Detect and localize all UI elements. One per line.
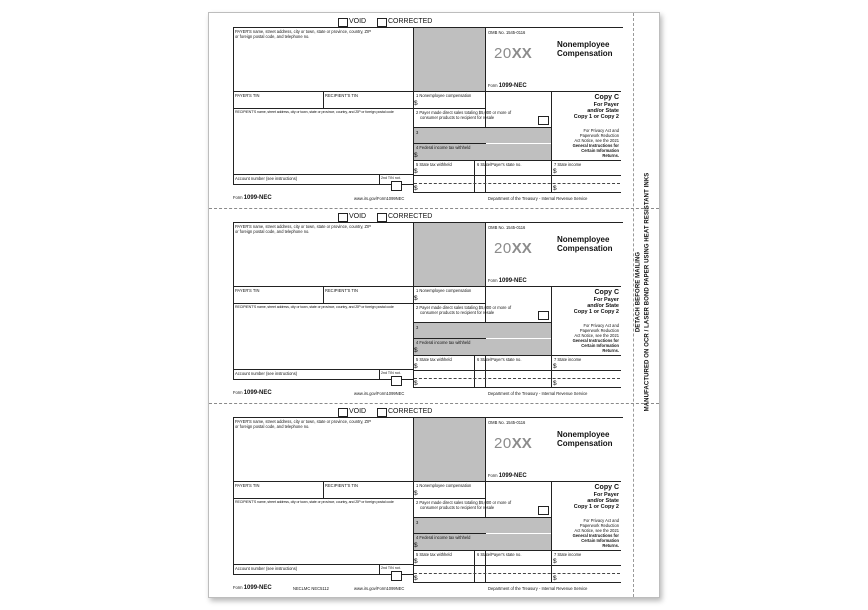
payer-info-label-2: or foreign postal code, and telephone no. [235,424,310,429]
irs-url: www.irs.gov/Form1099NEC [354,391,405,396]
corrected-label: CORRECTED [388,408,433,415]
payer-info-label-2: or foreign postal code, and telephone no. [235,229,310,234]
form-1099-nec-copy [209,403,633,597]
form-1099-nec-copy [209,208,633,402]
rule-line [323,91,324,108]
box4-label: 4 Federal income tax withheld [416,340,471,345]
privacy-note-3: Act Notice, see the 2021 [574,333,619,338]
rule-line [233,91,485,92]
omb-number: OMB No. 1545-0116 [488,30,526,35]
rule-line [233,379,413,380]
rule-line [474,355,475,387]
rule-line [474,550,475,582]
account-number-label: Account number (see instructions) [235,176,298,181]
rule-line [413,565,621,566]
box3-label: 3 [416,130,419,135]
rule-line [233,564,413,565]
payer-info-label: PAYER'S name, street address, city or town, state or province, country, ZIP [235,29,371,34]
box1-field[interactable] [420,488,483,497]
box5-dollar-2: $ [414,380,418,387]
box7-label: 7 State income [554,552,582,557]
box3-label: 3 [416,520,419,525]
form-title-line1: Nonemployee [557,430,610,439]
rule-line [413,192,621,193]
irs-url: www.irs.gov/Form1099NEC [354,196,405,201]
payer-info-label: PAYER'S name, street address, city or town, state or province, country, ZIP [235,224,371,229]
box1-field[interactable] [420,98,483,107]
rule-line [413,550,621,551]
second-tin-label: 2nd TIN not. [381,371,401,375]
box7-dollar-1: $ [553,363,557,370]
box1-field[interactable] [420,293,483,302]
box4-dollar: $ [414,152,418,159]
second-tin-checkbox[interactable] [391,181,402,191]
omb-number: OMB No. 1545-0116 [488,225,526,230]
department-label: Department of the Treasury - Internal Revenue Service [488,391,588,396]
paper-note: MANUFACTURED ON OCR / LASER BOND PAPER USING HEAT RESISTANT INKS [644,172,650,412]
rule-line [413,387,621,388]
box1-dollar: $ [414,295,418,302]
rule-line [485,91,621,92]
void-checkbox[interactable] [338,18,348,27]
box6-label: 6 State/Payer's state no. [477,162,522,167]
payer-tin-label: PAYER'S TIN [235,483,260,488]
privacy-note-1: For Privacy Act and [583,128,619,133]
privacy-note-6: Returns. [602,153,619,158]
and-or-state-label: and/or State [587,303,619,309]
rule-line [413,175,621,176]
box3-label: 3 [416,325,419,330]
privacy-note-5: Certain Information [581,538,619,543]
void-checkbox[interactable] [338,213,348,222]
rule-line [233,481,485,482]
payer-info-field[interactable] [234,429,412,480]
side-instructions [630,12,656,572]
rule-line [379,369,380,379]
irs-url: www.irs.gov/Form1099NEC [354,586,405,591]
privacy-note-3: Act Notice, see the 2021 [574,528,619,533]
box1-label: 1 Nonemployee compensation [416,483,472,488]
shaded-area [414,518,551,533]
box5-label: 5 State tax withheld [416,552,452,557]
second-tin-checkbox[interactable] [391,571,402,581]
second-tin-label: 2nd TIN not. [381,176,401,180]
copy-c-label: Copy C [594,94,619,101]
void-label: VOID [349,18,367,25]
payer-info-field[interactable] [234,234,412,285]
rule-line [414,378,620,379]
box7-dollar-1: $ [553,558,557,565]
department-label: Department of the Treasury - Internal Revenue Service [488,196,588,201]
box4-label: 4 Federal income tax withheld [416,145,471,150]
tax-year: 20XX [494,240,532,257]
form-number-bottom: Form 1099-NEC [233,585,272,591]
rule-line [485,286,621,287]
recipient-info-field[interactable] [234,116,412,173]
for-payer-label: For Payer [593,102,619,108]
form-number-bottom: Form 1099-NEC [233,390,272,396]
box4-field[interactable] [420,541,483,549]
account-number-label: Account number (see instructions) [235,371,298,376]
privacy-note-1: For Privacy Act and [583,323,619,328]
void-label: VOID [349,213,367,220]
box1-label: 1 Nonemployee compensation [416,288,472,293]
recipient-info-label: RECIPIENT'S name, street address, city or town, state or province, country, and ZIP or foreign postal code [235,305,394,309]
for-payer-label: For Payer [593,297,619,303]
rule-line [413,108,485,109]
privacy-note-6: Returns. [602,348,619,353]
shaded-area [414,323,551,338]
form-title-line2: Compensation [557,439,613,448]
rule-line [413,355,621,356]
copy-1-or-2-label: Copy 1 or Copy 2 [573,309,619,315]
rule-line [379,174,380,184]
copy-c-label: Copy C [594,289,619,296]
omb-number: OMB No. 1545-0116 [488,420,526,425]
form-title-line1: Nonemployee [557,40,610,49]
privacy-note-4: General Instructions for [572,338,619,343]
box7-dollar-2: $ [553,185,557,192]
box1-dollar: $ [414,490,418,497]
form-codes: NECLMC NEC5112 [293,586,329,591]
box5-label: 5 State tax withheld [416,357,452,362]
privacy-note-6: Returns. [602,543,619,548]
shaded-area [414,28,485,91]
form-title-line2: Compensation [557,49,613,58]
privacy-note-3: Act Notice, see the 2021 [574,138,619,143]
for-payer-label: For Payer [593,492,619,498]
privacy-note-4: General Instructions for [572,533,619,538]
shaded-area [414,418,485,481]
form-title-line1: Nonemployee [557,235,610,244]
box5-dollar-1: $ [414,168,418,175]
rule-line [413,160,621,161]
box5-dollar-2: $ [414,185,418,192]
rule-line [414,573,620,574]
box5-dollar-1: $ [414,558,418,565]
corrected-label: CORRECTED [388,213,433,220]
rule-line [323,481,324,498]
box7-dollar-2: $ [553,575,557,582]
box2-checkbox[interactable] [538,311,549,320]
copy-1-or-2-label: Copy 1 or Copy 2 [573,114,619,120]
rule-line [233,184,413,185]
corrected-label: CORRECTED [388,18,433,25]
box6-label: 6 State/Payer's state no. [477,357,522,362]
box1-dollar: $ [414,100,418,107]
rule-line [413,498,485,499]
void-label: VOID [349,408,367,415]
account-number-label: Account number (see instructions) [235,566,298,571]
form-number-top: Form 1099-NEC [488,83,527,89]
box2-label: 2 Payer made direct sales totaling $5,000 or more of [416,500,512,505]
rule-line [413,303,485,304]
rule-line [233,174,413,175]
corrected-checkbox[interactable] [377,408,387,417]
rule-line [413,370,621,371]
payer-info-label: PAYER'S name, street address, city or town, state or province, country, ZIP [235,419,371,424]
rule-line [233,108,413,109]
box7-label: 7 State income [554,357,582,362]
recipient-info-label: RECIPIENT'S name, street address, city or town, state or province, country, and ZIP or foreign postal code [235,110,394,114]
box2-checkbox[interactable] [538,116,549,125]
payer-info-label-2: or foreign postal code, and telephone no. [235,34,310,39]
rule-line [474,160,475,192]
box2-label: 2 Payer made direct sales totaling $5,000 or more of [416,305,512,310]
privacy-note-5: Certain Information [581,148,619,153]
payer-tin-label: PAYER'S TIN [235,288,260,293]
box4-dollar: $ [414,542,418,549]
copy-c-label: Copy C [594,484,619,491]
box7-dollar-1: $ [553,168,557,175]
box2-label: 2 Payer made direct sales totaling $5,000 or more of [416,110,512,115]
privacy-note-2: Paperwork Reduction [579,133,619,138]
recipient-tin-label: RECIPIENT'S TIN [325,483,359,488]
recipient-info-field[interactable] [234,506,412,563]
rule-line [485,481,621,482]
box4-dollar: $ [414,347,418,354]
box5-dollar-2: $ [414,575,418,582]
rule-line [414,183,620,184]
corrected-checkbox[interactable] [377,213,387,222]
rule-line [233,498,413,499]
box2-label-2: consumer products to recipient for resale [420,115,495,120]
recipient-tin-label: RECIPIENT'S TIN [325,93,359,98]
copy-1-or-2-label: Copy 1 or Copy 2 [573,504,619,510]
recipient-tin-label: RECIPIENT'S TIN [325,288,359,293]
privacy-note-2: Paperwork Reduction [579,523,619,528]
payer-tin-label: PAYER'S TIN [235,93,260,98]
corrected-checkbox[interactable] [377,18,387,27]
form-title-line2: Compensation [557,244,613,253]
payer-info-field[interactable] [234,39,412,90]
void-checkbox[interactable] [338,408,348,417]
rule-line [233,286,485,287]
privacy-note-1: For Privacy Act and [583,518,619,523]
second-tin-checkbox[interactable] [391,376,402,386]
rule-line [233,369,413,370]
tax-year: 20XX [494,435,532,452]
box2-label-2: consumer products to recipient for resale [420,505,495,510]
and-or-state-label: and/or State [587,108,619,114]
box7-dollar-2: $ [553,380,557,387]
tax-year: 20XX [494,45,532,62]
rule-line [233,574,413,575]
box7-label: 7 State income [554,162,582,167]
shaded-area [414,223,485,286]
form-number-top: Form 1099-NEC [488,278,527,284]
box5-dollar-1: $ [414,363,418,370]
privacy-note-5: Certain Information [581,343,619,348]
box2-checkbox[interactable] [538,506,549,515]
form-sheet [208,12,660,598]
privacy-note-2: Paperwork Reduction [579,328,619,333]
detach-note: DETACH BEFORE MAILING [635,251,641,333]
box4-field[interactable] [420,151,483,159]
form-number-top: Form 1099-NEC [488,473,527,479]
privacy-note-4: General Instructions for [572,143,619,148]
box5-label: 5 State tax withheld [416,162,452,167]
rule-line [379,564,380,574]
box4-label: 4 Federal income tax withheld [416,535,471,540]
box1-label: 1 Nonemployee compensation [416,93,472,98]
rule-line [413,582,621,583]
and-or-state-label: and/or State [587,498,619,504]
box2-label-2: consumer products to recipient for resale [420,310,495,315]
form-1099-nec-copy [209,13,633,207]
box6-label: 6 State/Payer's state no. [477,552,522,557]
department-label: Department of the Treasury - Internal Revenue Service [488,586,588,591]
second-tin-label: 2nd TIN not. [381,566,401,570]
box4-field[interactable] [420,346,483,354]
recipient-info-field[interactable] [234,311,412,368]
rule-line [233,303,413,304]
rule-line [323,286,324,303]
recipient-info-label: RECIPIENT'S name, street address, city or town, state or province, country, and ZIP or foreign postal code [235,500,394,504]
form-number-bottom: Form 1099-NEC [233,195,272,201]
shaded-area [414,128,551,143]
